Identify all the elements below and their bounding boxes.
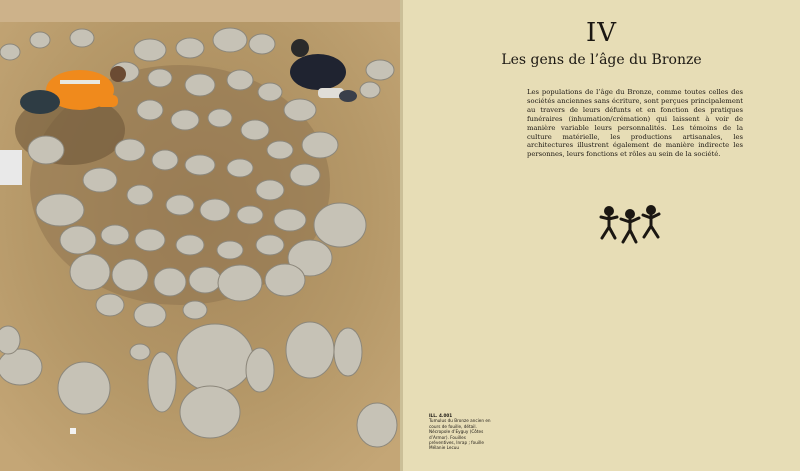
text-page [403,0,800,471]
chapter-number: IV [585,18,618,48]
caption-number: ILL. 4.001 [429,413,453,418]
notebook [0,150,22,185]
photo-caption [429,413,491,451]
dancing-figures-icon [597,205,663,245]
chapter-title: Les gens de l’âge du Bronze [501,52,702,68]
chapter-body-text: Les populations de l’âge du Bronze, comme toutes celles des sociétés anciennes sans écriture, sont perçues principalement au travers de leurs défunts et en fonction des pratiques funéraires (inhumation/crémation) qui laissent à voir de manière variable leurs personnalités. Les témoins de la culture matérielle, les productions artisanales, les architectures illustrent également de manière indirecte les personnes, leurs fonctions et rôles au sein de la société. [527,88,743,159]
caption-text: Tumulus du Bronze ancien en cours de fouille, détail. Nécropole d’Eyguy (Côtes d’Armor). Fouilles préventives, Inrap ; fouille Mélanie Lecuu [429,418,491,451]
